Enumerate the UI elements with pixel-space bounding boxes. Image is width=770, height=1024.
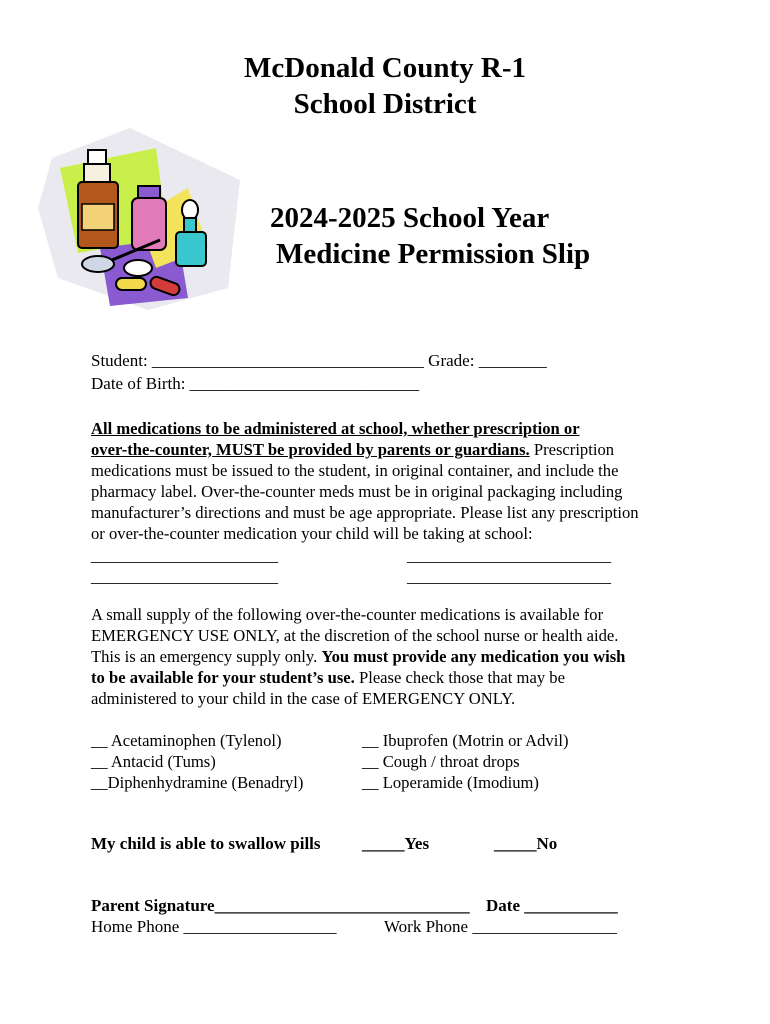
swallow-yes[interactable]: _____Yes: [362, 834, 430, 853]
emergency-line-3: [91, 646, 691, 667]
policy-line-5: manufacturer’s directions and must be age appropriate. Please list any prescription: [91, 503, 639, 522]
medicine-clipart: [38, 128, 240, 310]
student-line: [91, 350, 547, 371]
grade-label: Grade:: [428, 351, 475, 370]
med-option-ibuprofen[interactable]: __ Ibuprofen (Motrin or Advil): [362, 731, 569, 750]
form-title-block: [270, 200, 630, 272]
emergency-line-1: A small supply of the following over-the-counter medications is available for: [91, 605, 604, 624]
swallow-no[interactable]: _____No: [494, 834, 558, 853]
med-blank-left-1[interactable]: ______________________: [91, 546, 278, 565]
med-checklist-left: [91, 730, 303, 793]
policy-bold-line-1: All medications to be administered at school, whether prescription or: [91, 419, 580, 438]
policy-bold-line-2: over-the-counter, MUST be provided by parents or guardians.: [91, 440, 530, 459]
policy-tail: Prescription: [529, 440, 615, 459]
med-option-diphenhydramine[interactable]: __Diphenhydramine (Benadryl): [91, 773, 304, 792]
parent-signature-field[interactable]: Parent Signature______________________________: [91, 896, 470, 915]
form-title: Medicine Permission Slip: [276, 238, 591, 270]
date-field[interactable]: Date ___________: [486, 896, 618, 915]
med-option-antacid[interactable]: __ Antacid (Tums): [91, 752, 216, 771]
med-blank-left-2[interactable]: ______________________: [91, 567, 278, 586]
policy-line-6: or over-the-counter medication your child will be taking at school:: [91, 524, 533, 543]
dob-field[interactable]: ___________________________: [189, 374, 420, 393]
emergency-line-4: [91, 667, 691, 688]
emergency-line-2: EMERGENCY USE ONLY, at the discretion of the school nurse or health aide.: [91, 626, 619, 645]
medication-policy: [91, 418, 691, 544]
dob-line: [91, 373, 419, 394]
grade-field[interactable]: ________: [478, 351, 547, 370]
policy-line-4: pharmacy label. Over-the-counter meds must be in original packaging including: [91, 482, 623, 501]
med-checklist-right: [362, 730, 568, 793]
student-label: Student:: [91, 351, 148, 370]
emergency-line-5: administered to your child in the case of EMERGENCY ONLY.: [91, 689, 516, 708]
med-blank-right-2[interactable]: ________________________: [407, 567, 611, 586]
med-blank-right-1[interactable]: ________________________: [407, 546, 611, 565]
policy-line-3: medications must be issued to the student, in original container, and include the: [91, 461, 619, 480]
swallow-label: My child is able to swallow pills: [91, 834, 321, 853]
work-phone-field[interactable]: Work Phone _________________: [384, 917, 617, 936]
emergency-line-4-bold: to be available for your student’s use.: [91, 668, 355, 687]
student-field[interactable]: ________________________________: [151, 351, 424, 370]
district-line-1: McDonald County R-1: [244, 52, 526, 84]
policy-line-2: [91, 439, 691, 460]
dob-label: Date of Birth:: [91, 374, 186, 393]
home-phone-field[interactable]: Home Phone __________________: [91, 917, 337, 936]
school-year: 2024-2025 School Year: [270, 202, 550, 234]
district-line-2: School District: [293, 88, 477, 120]
med-option-loperamide[interactable]: __ Loperamide (Imodium): [362, 773, 539, 792]
emergency-line-4-plain: Please check those that may be: [354, 668, 565, 687]
emergency-supply: [91, 604, 691, 709]
med-option-acetaminophen[interactable]: __ Acetaminophen (Tylenol): [91, 731, 282, 750]
med-option-cough-drops[interactable]: __ Cough / throat drops: [362, 752, 520, 771]
district-title: [235, 50, 535, 122]
emergency-line-3-plain: This is an emergency supply only.: [91, 647, 322, 666]
emergency-line-3-bold: You must provide any medication you wish: [321, 647, 626, 666]
